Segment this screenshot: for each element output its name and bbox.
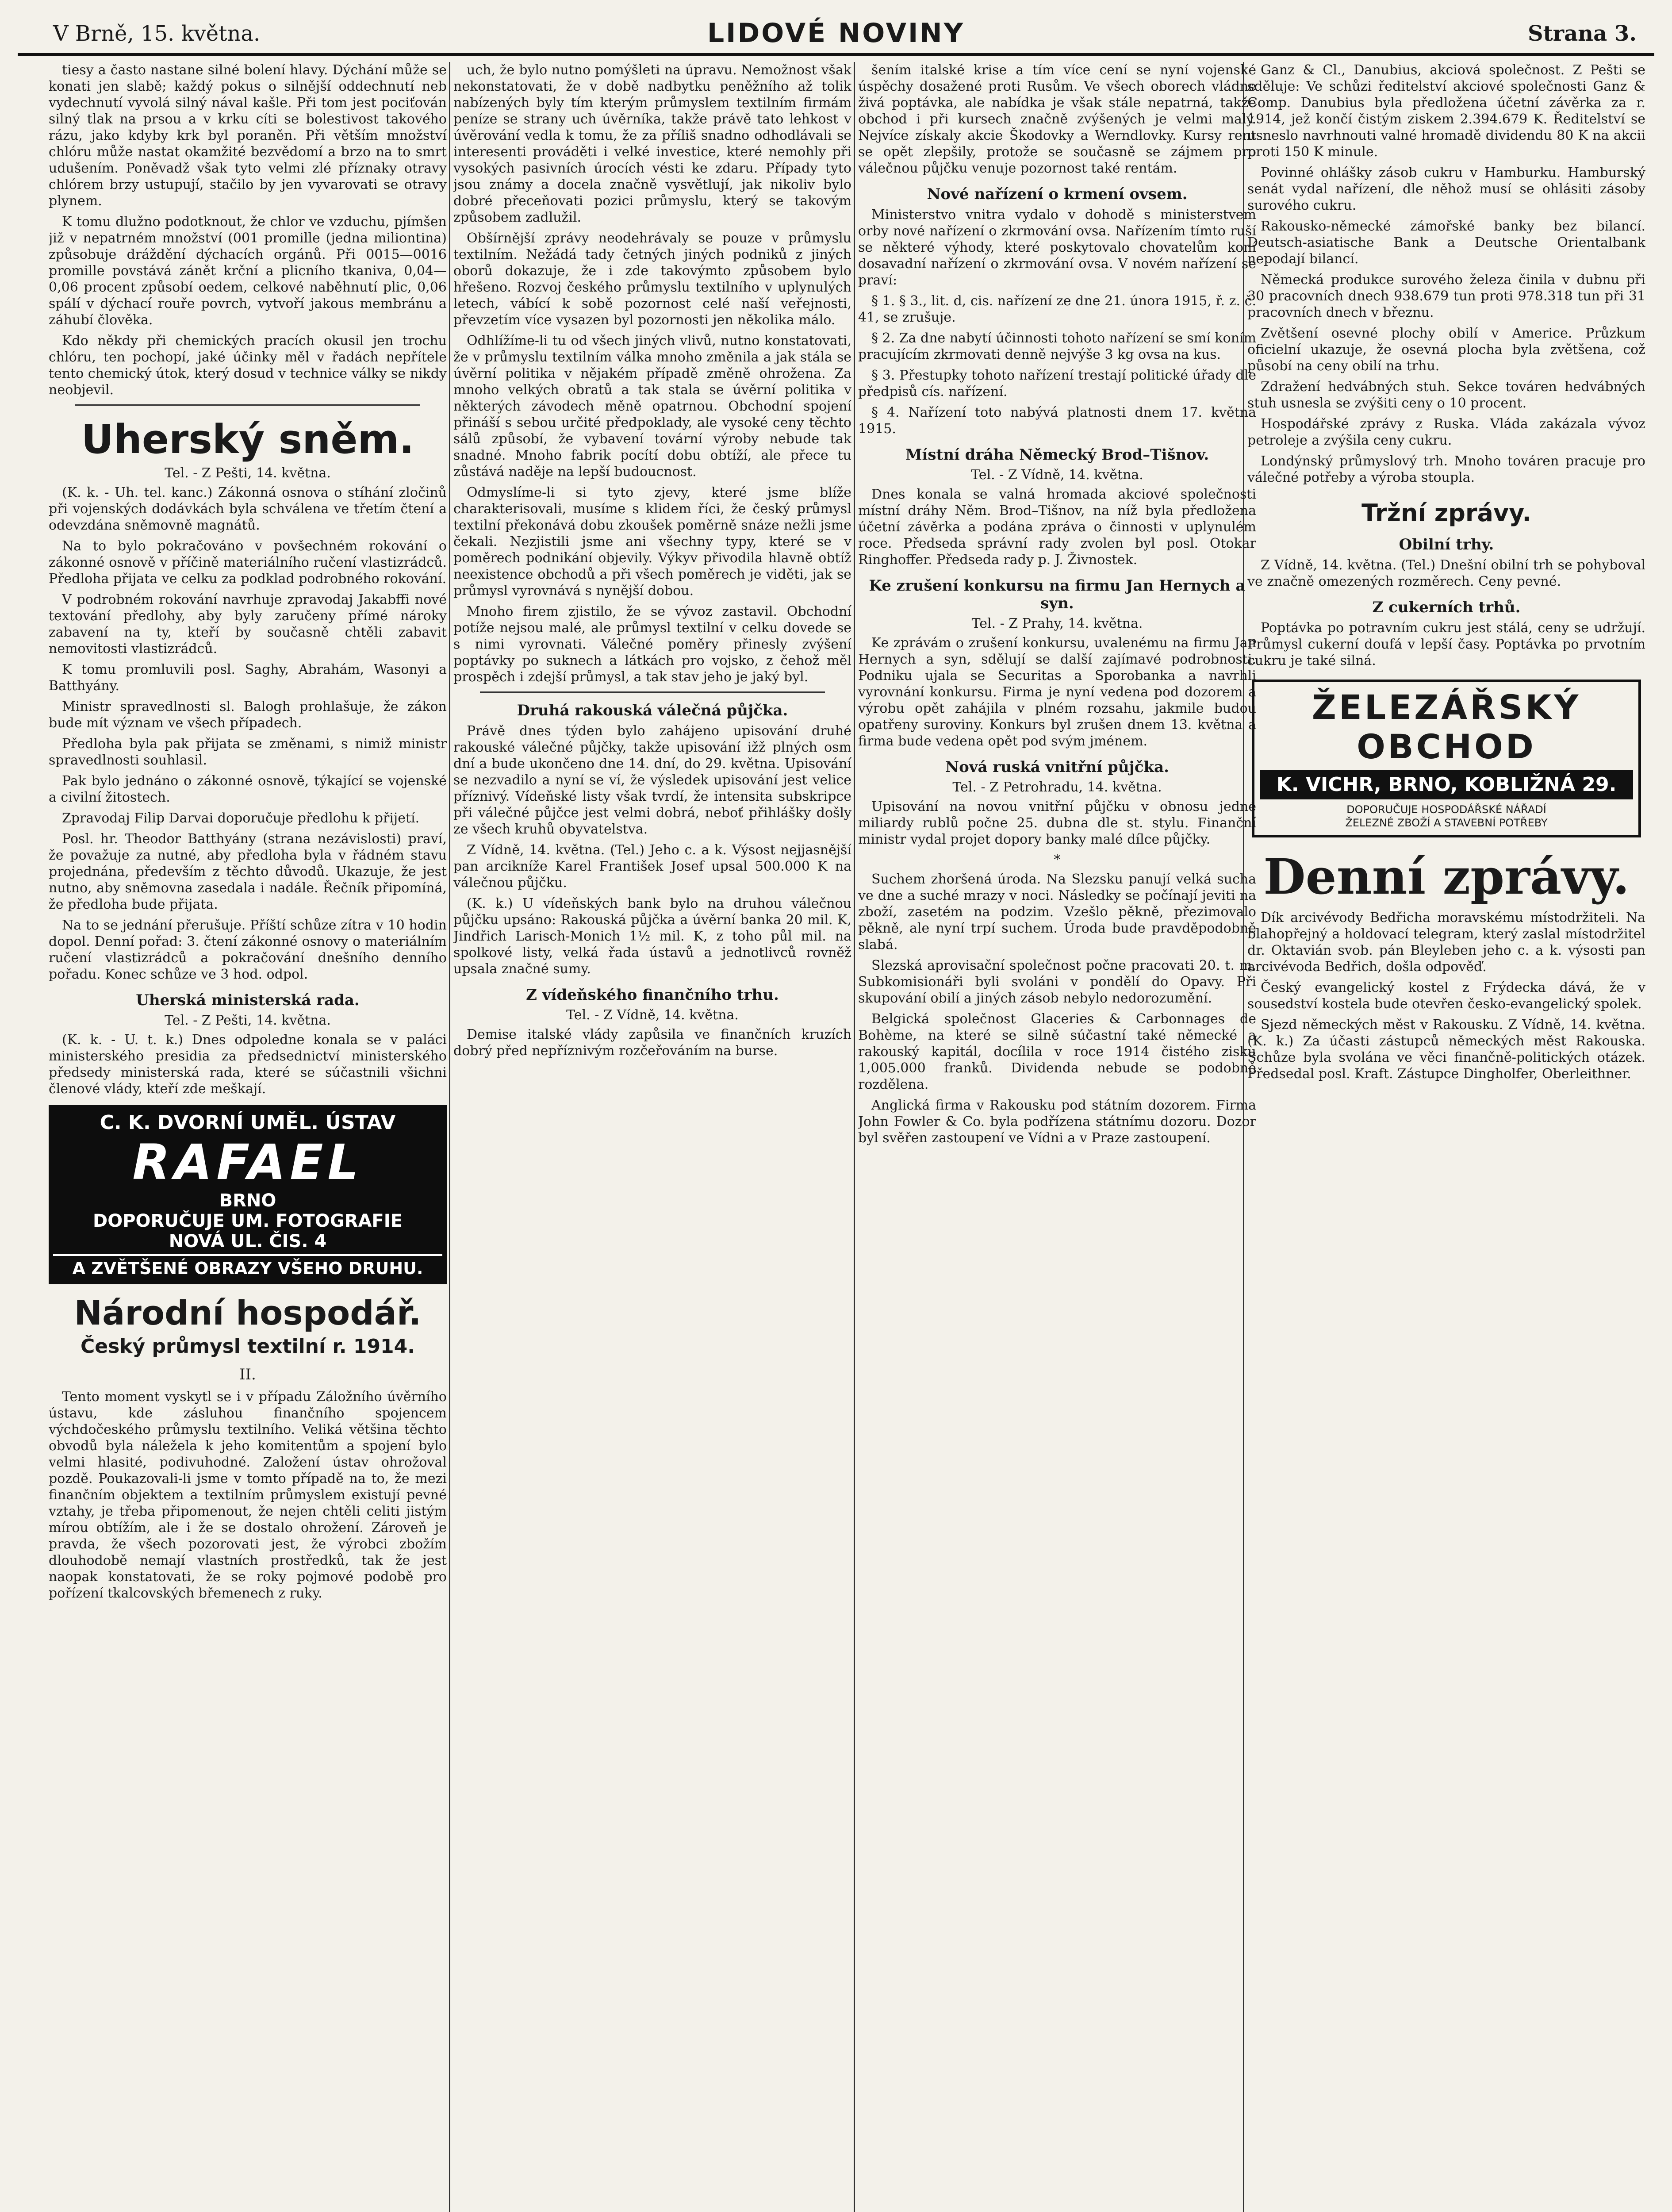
dateline: Tel. - Z Petrohradu, 14. května. — [952, 780, 1162, 795]
article-paragraph: Český evangelický kostel z Frýdecka dává, že v sousedství kostela bude otevřen česko-evangelický spolek. — [1247, 980, 1645, 1012]
article-paragraph: Slezská aprovisační společnost počne pracovati 20. t. m. Subkomisionáři byli svoláni v pondělí do Opavy. Při skupování obilí a jiných zásob nebylo nedorozumění. — [858, 958, 1256, 1006]
newspaper-page — [18, 13, 1654, 2212]
article-paragraph: K tomu dlužno podotknout, že chlor ve vzduchu, pjímšen již v nepatrném množství (001 promille (jedna miliontina) způsobuje dráždění dýchacích orgánů. Při 0015—0016 promille povstává zánět krční a plicního tkaniva, 0,04—0,06 procent způsobí oedem, celkové naběhnutí plic, 0,06 spálí v dýchací rouře povrch, vytvoří jakous membránu a záhubí člověka. — [49, 214, 447, 328]
masthead — [18, 13, 1654, 56]
dateline: Tel. - Z Prahy, 14. května. — [971, 616, 1143, 631]
section-separator: * — [1054, 852, 1061, 868]
article-paragraph: Belgická společnost Glaceries & Carbonnages de Bohème, na které se silně súčastní také německé a rakouský kapitál, docílila v roce 1914 čistého zisku 1,005.000 franků. Dividenda nebude se podobně rozdělena. — [858, 1011, 1256, 1092]
article-paragraph: Posl. hr. Theodor Batthyány (strana nezávislosti) praví, že považuje za nutné, aby předloha byla v řádném stavu projednána, především z těchto důvodů. Ukazuje, že jest nutno, aby sněmovna zasedala i nadále. Řečník připomíná, že předloha bude přijata. — [49, 831, 447, 912]
article-paragraph: Na to bylo pokračováno v povšechném rokování o zákonné osnově v příčině materiálního ručení vlastizrádců. Předloha přijata ve celku za podklad podrobného rokování. — [49, 538, 447, 587]
advert-line: DOPORUČUJE HOSPODÁŘSKÉ NÁŘADÍ — [1346, 803, 1546, 816]
column-rule — [854, 62, 855, 2212]
article-paragraph: Na to se jednání přerušuje. Příští schůze zítra v 10 hodin dopol. Denní pořad: 3. čtení zákonné osnovy o materiálním ručení vlastizrádců a pokračování dnešního denního pořadu. Konec schůze ve 3 hod. odpol. — [49, 918, 447, 982]
article-paragraph: Hospodářské zprávy z Ruska. Vláda zakázala vývoz petroleje a zvýšila ceny cukru. — [1247, 416, 1645, 448]
article-paragraph: § 2. Za dne nabytí účinnosti tohoto nařízení se smí koním pracujícím zkrmovati denně nejvýše 3 kg ovsa na kus. — [858, 330, 1256, 362]
advert-line: DOPORUČUJE UM. FOTOGRAFIE — [93, 1211, 403, 1231]
advert-address: K. VICHR, BRNO, KOBLIŽNÁ 29. — [1260, 770, 1633, 799]
column-2 — [453, 62, 851, 2212]
newspaper-title: LIDOVÉ NOVINY — [707, 18, 965, 49]
headline-grain: Obilní trhy. — [1399, 536, 1494, 553]
headline-vienna-market: Z vídeňského finančního trhu. — [526, 986, 779, 1004]
article-paragraph: Ministr spravedlnosti sl. Balogh prohlašuje, že zákon bude mít význam ve všech případech. — [49, 699, 447, 731]
headline-sugar: Z cukerních trhů. — [1372, 599, 1521, 616]
article-paragraph: (K. k.) U vídeňských bank bylo na druhou válečnou půjčku upsáno: Rakouská půjčka a úvěrní banka 20 mil. K, Jindřich Larisch-Monich 1½ mil. K, z toho půl mil. na spolkové listy, velká řada ústavů a jednotlivců rovněž upsala značné sumy. — [453, 896, 851, 977]
article-paragraph: šením italské krise a tím více cení se nyní vojenské úspěchy dosažené proti Rusům. Ve všech oborech vládne živá poptávka, ale nabídka je však stále nepatrná, takže obchod i při kursech značně zvýšených je velmi malý. Nejvíce získaly akcie Škodovky a Werndlovky. Kursy rent se opět zlepšily, protože se současně se zájmem pro válečnou půjčku venuje pozornost také rentám. — [858, 62, 1256, 176]
article-paragraph: K tomu promluvili posl. Saghy, Abrahám, Wasonyi a Batthyány. — [49, 662, 447, 694]
advert-line: NOVÁ UL. ČIS. 4 — [169, 1231, 327, 1252]
dateline: Tel. - Z Vídně, 14. května. — [971, 467, 1143, 483]
dateline: Tel. - Z Pešti, 14. května. — [165, 465, 331, 481]
headline-oat-feeding: Nové nařízení o krmení ovsem. — [927, 185, 1188, 203]
page-number: Strana 3. — [1527, 21, 1637, 46]
article-paragraph: Zpravodaj Filip Darvai doporučuje předlohu k přijetí. — [62, 810, 420, 826]
divider — [75, 404, 420, 406]
article-paragraph: Pak bylo jednáno o zákonné osnově, týkající se vojenské a civilní žitostech. — [49, 773, 447, 805]
article-paragraph: § 3. Přestupky tohoto nařízení trestají politické úřady dle předpisů cís. nařízení. — [858, 368, 1256, 399]
article-paragraph: § 4. Nařízení toto nabývá platnosti dnem 17. května 1915. — [858, 405, 1256, 437]
dateline: Tel. - Z Pešti, 14. května. — [165, 1013, 331, 1028]
article-paragraph: Odhlížíme-li tu od všech jiných vlivů, nutno konstatovati, že v průmyslu textilním válka mnoho změnila a jak stála se úvěrní politika v nějakém případě změně ohrožena. Za mnoho velkých obratů a tak stala se úvěrní politika v některých závodech měně opatrnou. Obchodní spojení přináší s sebou určité předpoklady, ale vysoké ceny těchto sálů způsobí, že vybavení tovární výroby nebude tak snadné. Mnoho fabrik pocítí dobu obtíží, ale přece tu zůstává naděje na lepší budoucnost. — [453, 333, 851, 480]
article-paragraph: Z Vídně, 14. května. (Tel.) Dnešní obilní trh se pohyboval ve značně omezených rozměrech. Ceny pevné. — [1247, 557, 1645, 589]
dateline: Tel. - Z Vídně, 14. května. — [566, 1007, 739, 1023]
headline-hungarian-diet: Uherský sněm. — [81, 416, 414, 463]
article-paragraph: uch, že bylo nutno pomýšleti na úpravu. Nemožnost však nekonstatovati, že v době nadbytku peněžního až tolik nabízených byly tím kterým průmyslem textilním firmám peníze se strany uch úvěrníka, takže právě tato lehkost v úvěrování vedla k tomu, že za příliš snadno odhodlávali se interesenti prováděti i velké investice, které nemohly při vysokých pasivních úrocích vésti ke zdaru. Případy tyto jsou známy a docela značně vysvětlují, jak nikoliv bylo dobré přeceňovati pozici průmyslu, který se takovým způsobem zadlužil. — [453, 62, 851, 225]
article-paragraph: Z Vídně, 14. května. (Tel.) Jeho c. a k. Výsost nejjasnější pan arcikníže Karel František Josef upsal 500.000 K na válečnou půjčku. — [453, 842, 851, 891]
article-paragraph: Ministerstvo vnitra vydalo v dohodě s ministerstvem orby nové nařízení o zkrmování ovsa. Nařízením tímto ruší se některé výhody, které poskytovalo chovatelům koní dosavadní nařízení o zkrmování ovsa. V novém nařízení se praví: — [858, 207, 1256, 288]
advert-line: A ZVĚTŠENÉ OBRAZY VŠEHO DRUHU. — [53, 1254, 442, 1278]
advert-brand: RAFAEL — [132, 1134, 363, 1190]
article-paragraph: Londýnský průmyslový trh. Mnoho továren pracuje pro válečné potřeby a výroba stoupla. — [1247, 453, 1645, 485]
article-paragraph: Dnes konala se valná hromada akciové společnosti místní dráhy Něm. Brod–Tišnov, na níž byla předložena účetní závěrka a podána zpráva o činnosti v uplynulém roce. Předseda správní rady zvolen byl posl. Otokar Ringhoffer. Předseda rady p. J. Živnostek. — [858, 487, 1256, 568]
article-paragraph: Zdražení hedvábných stuh. Sekce továren hedvábných stuh usnesla se zvýšiti ceny o 10 procent. — [1247, 379, 1645, 411]
article-paragraph: Suchem zhoršená úroda. Na Slezsku panují velká sucha ve dne a suché mrazy v noci. Následky se počínají jeviti na zboží, zasetém na podzim. Vzešlo pěkně, přezimovalo pěkně, ale nyní trpí suchem. Úroda bude pravděpodobně slabá. — [858, 872, 1256, 952]
column-rule — [449, 62, 450, 2212]
advert-brand: ŽELEZÁŘSKÝ OBCHOD — [1312, 687, 1581, 766]
column-3 — [858, 62, 1256, 2212]
article-paragraph: (K. k. - Uh. tel. kanc.) Zákonná osnova o stíhání zločinů při vojenských dodávkách byla schválena ve třetím čtení a odevzdána sněmovně magnátů. — [49, 485, 447, 533]
advert-hardware-store — [1252, 680, 1641, 837]
article-paragraph: tiesy a často nastane silné bolení hlavy. Dýchání může se konati jen slabě; každý pokus o silnější oddechnutí neb vydechnutí vyvolá silný nával kašle. Při tom jest pociťován silný tlak na prsou a v krku cíti se bolestivost takového rázu, jako kdyby krk byl poraněn. Při větším množství chlóru může nastat okamžité bezvědomí a brzo na to smrt udušením. Poněvadž však tyto velmi zlé příznaky otravy chlórem brzy ustupují, stačilo by jen vyvarovati se otravy plynem. — [49, 62, 447, 209]
headline-ministerial-council: Uherská ministerská rada. — [136, 991, 360, 1009]
article-paragraph: Rakousko-německé zámořské banky bez bilancí. Deutsch-asiatische Bank a Deutsche Orientalbank nepodají bilancí. — [1247, 219, 1645, 267]
article-title-textile: Český průmysl textilní r. 1914. — [80, 1335, 415, 1358]
headline-bankruptcy: Ke zrušení konkursu na firmu Jan Hernych a syn. — [869, 577, 1246, 612]
headline-war-loan: Druhá rakouská válečná půjčka. — [517, 702, 788, 719]
article-paragraph: Ganz & Cl., Danubius, akciová společnost. Z Pešti se sděluje: Ve schůzi ředitelství akciové společnosti Ganz & Comp. Danubius byla předložena účetní závěrka za r. 1914, jež končí čistým ziskem 2.394.679 K. Ředitelství se usneslo navrhnouti valné hromadě dividendu 80 K na akcii proti 150 K minule. — [1247, 62, 1645, 160]
article-paragraph: Právě dnes týden bylo zahájeno upisování druhé rakouské válečné půjčky, takže upisování ižž plných osm dní a bude ukončeno dne 14. dní, do 29. května. Upisování se nezvadilo a nyní se ví, že výsledek upisování jest velice příznivý. Vídeňské listy však tvrdí, že intensita subskripce při válečné půjčce jest velmi dobrá, neboť přihlášky došly ze všech kruhů obyvatelstva. — [453, 723, 851, 837]
part-number: II. — [239, 1366, 256, 1383]
article-paragraph: Zvětšení osevné plochy obilí v Americe. Průzkum oficielní ukazuje, že osevná plocha byla zvětšena, což působí na ceny obilí na trhu. — [1247, 326, 1645, 374]
divider — [480, 691, 825, 693]
article-paragraph: Demise italské vlády zapůsila ve finančních kruzích dobrý před nepříznivým rozčeřováním na burse. — [453, 1027, 851, 1059]
article-paragraph: § 1. § 3., lit. d, cis. nařízení ze dne 21. února 1915, ř. z. č. 41, se zrušuje. — [858, 293, 1256, 325]
article-paragraph: Sjezd německých měst v Rakousku. Z Vídně, 14. května. (K. k.) Za účasti zástupců německých měst Rakouska. Schůze byla svolána ve věci finančně-politických otázek. Předsedal posl. Kraft. Zástupce Dingholfer, Oberleithner. — [1247, 1017, 1645, 1082]
article-paragraph: Tento moment vyskytl se i v případu Záložního úvěrního ústavu, kde zásluhou finančního spojencem výchdočeského průmyslu textilního. Veliká většina těchto obvodů byla náležela k jeho komitentům a spojení bylo velmi hlasité, podivuhodné. Založení ústav ohrožoval pozdě. Poukazovali-li jsme v tomto případě na to, že mezi finančním objektem a textilním průmyslem existují pevné vztahy, je třeba připomenout, že nejen chtěli celiti jistým mírou obtížím, ale i že se dostalo ohrožení. Zároveň je pravda, že všech pozorovati jest, že výrobci zbožím dlouhodobě nemají vlastních prostředků, tak že jest naopak konstatovati, že se roky pojmové podobě pro pořízení tkalcovských břemenech z ruky. — [49, 1389, 447, 1601]
article-paragraph: Předloha byla pak přijata se změnami, s nimiž ministr spravedlnosti souhlasil. — [49, 736, 447, 768]
article-paragraph: Odmyslíme-li si tyto zjevy, které jsme blíže charakterisovali, musíme s klidem říci, že český průmysl textilní překonává dobu zkoušek poměrně snáze nežli jsme čekali. Nezjistili jsme ani všechny typy, které se v poměrech podnikání objevily. Výkyv přivodila hlavně obtíž neexistence obchodů a při všech poměrech je viděti, jak se průmysl vyrovnává s nynější dobou. — [453, 485, 851, 599]
article-paragraph: (K. k. - U. t. k.) Dnes odpoledne konala se v paláci ministerského presidia za předsednictví ministerského předsedy ministerská rada, které se súčastnili všichni členové vlády, kteří zde meškají. — [49, 1032, 447, 1097]
article-paragraph: Poptávka po potravním cukru jest stálá, ceny se udržují. Průmysl cukerní doufá v lepší časy. Poptávka po prvotním cukru je také silná. — [1247, 620, 1645, 668]
article-paragraph: Kdo někdy při chemických pracích okusil jen trochu chlóru, ten pochopí, jaké účinky měl v řadách nepřítele tento chemický útok, který dosud v technice války se nikdy neobjevil. — [49, 333, 447, 398]
issue-date: V Brně, 15. května. — [53, 21, 261, 46]
advert-photo-studio — [49, 1105, 447, 1284]
article-paragraph: Dík arcivévody Bedřicha moravskému místodržiteli. Na blahopřejný a holdovací telegram, který zaslal místodržitel dr. Oktavián svob. pán Bleyleben jeho c. a k. výsosti pan arcivévoda Bedřich, došla odpověď. — [1247, 910, 1645, 975]
article-paragraph: Mnoho firem zjistilo, že se vývoz zastavil. Obchodní potíže nejsou malé, ale průmysl textilní v celku dovede se s nimi vyrovnati. Válečné poměry přinesly zvýšení poptávky po suknech a látkách pro vojsko, z čehož měl prospěch i zdejší průmysl, a tak stav jeho je jaký byl. — [453, 604, 851, 685]
article-paragraph: V podrobném rokování navrhuje zpravodaj Jakabffi nové textování předlohy, aby byly zaručeny přímé nároky zabavení na ty, kteří by současně chtěli zabavit nemovitosti vlastizrádců. — [49, 592, 447, 657]
section-title-market: Tržní zprávy. — [1361, 499, 1531, 527]
column-4 — [1247, 62, 1645, 2212]
section-title-daily-news: Denní zprávy. — [1263, 848, 1630, 905]
article-paragraph: Povinné ohlášky zásob cukru v Hamburku. Hamburský senát vydal nařízení, dle něhož musí se ohlásiti zásoby surového cukru. — [1247, 165, 1645, 213]
article-paragraph: Upisování na novou vnitřní půjčku v obnosu jedné miliardy rublů počne 25. dubna dle st. stylu. Finanční ministr vydal projet dopory banky malé dílce půjčky. — [858, 799, 1256, 847]
advert-line: ŽELEZNÉ ZBOŽÍ A STAVEBNÍ POTŘEBY — [1345, 817, 1548, 829]
advert-line: C. K. DVORNÍ UMĚL. ÚSTAV — [100, 1111, 396, 1134]
column-1 — [49, 62, 447, 2212]
article-paragraph: Ke zprávám o zrušení konkursu, uvalenému na firmu Jan Hernych a syn, sdělují se další zajímavé podrobnosti. Podniku ujala se Securitas a Sporobanka a navrhli vyrovnání konkursu. Firma je nyní vedena pod dozorem a výrobu opět zahájila v plném rozsahu, jakmile budou opatřeny suroviny. Konkurs byl zrušen dnem 13. května a firma bude vedena opět pod svým jménem. — [858, 635, 1256, 749]
article-paragraph: Německá produkce surového železa činila v dubnu při 30 pracovních dnech 938.679 tun proti 978.318 tun při 31 pracovních dnech v březnu. — [1247, 272, 1645, 320]
article-paragraph: Anglická firma v Rakousku pod státním dozorem. Firma John Fowler & Co. byla podřízena státnímu dozoru. Dozor byl svěřen zastoupení ve Vídni a v Praze zastoupení. — [858, 1098, 1256, 1146]
article-paragraph: Obšírnější zprávy neodehrávaly se pouze v průmyslu textilním. Nežádá tady četných jiných podniků z jiných oborů dokazuje, že i zde takovýmto způsobem bylo hřešeno. Rozvoj českého průmyslu textilního v uplynulých letech, vábící k sobě pozornost celé naší veřejnosti, převzetím více vysazen byl pozornosti jen několika málo. — [453, 230, 851, 328]
headline-russian-loan: Nová ruská vnitřní půjčka. — [945, 758, 1169, 776]
advert-line: BRNO — [219, 1190, 276, 1211]
section-title-economy: Národní hospodář. — [74, 1293, 422, 1333]
headline-local-railway: Místní dráha Německý Brod–Tišnov. — [905, 446, 1209, 464]
